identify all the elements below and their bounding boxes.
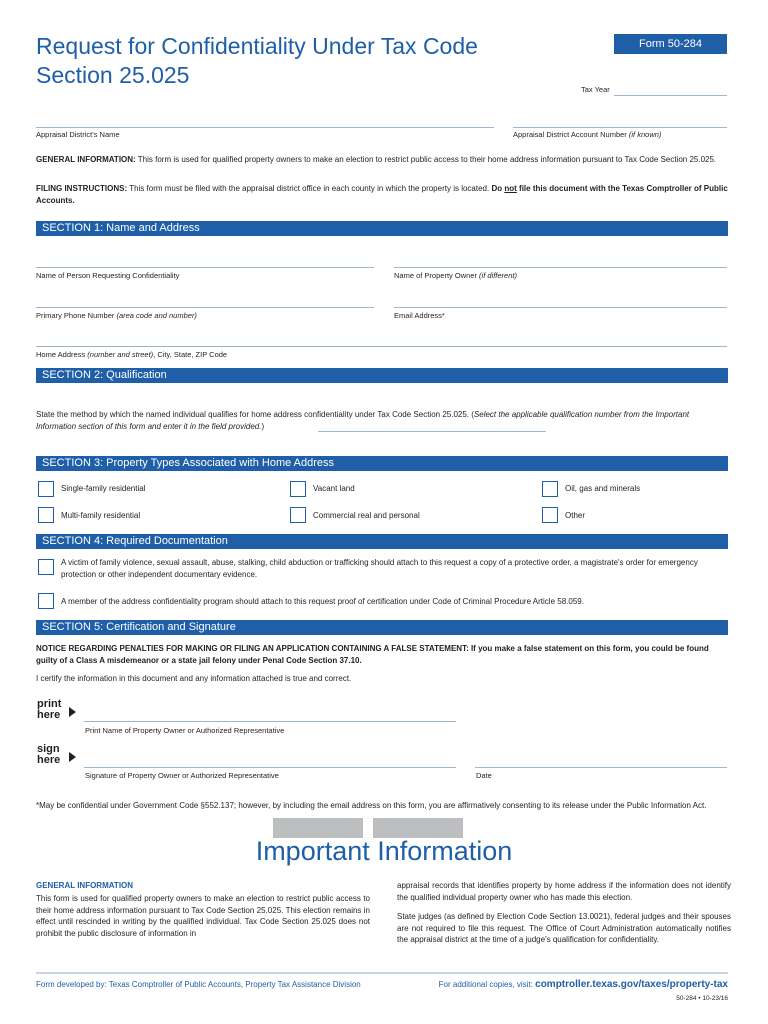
gray-action-button-1[interactable] [273, 818, 363, 838]
tax-year-label: Tax Year [581, 85, 610, 94]
footer-copies: For additional copies, visit: comptroller.texas.gov/taxes/property-tax [438, 979, 728, 990]
vacant-land-label: Vacant land [313, 484, 355, 493]
important-information-title: Important Information [255, 836, 513, 866]
owner-name-label: Name of Property Owner (if different) [394, 271, 517, 280]
sign-arrow-icon [69, 752, 76, 762]
sign-here-marker [37, 744, 60, 766]
signature-label: Signature of Property Owner or Authorized Representative [85, 771, 279, 780]
sign-here-word: here [37, 754, 61, 766]
appraisal-district-name-label: Appraisal District's Name [36, 130, 120, 139]
checkbox-victim-documentation[interactable] [38, 559, 54, 575]
important-left-text: This form is used for qualified property owners to make an election to restrict public access to their home address information pursuant to Tax Code Section 25.025. This election remains in effect until rescinded in writing by the qualified individual. Tax Code Section 25.025 does not prohibit the public disclosure of information in [36, 894, 370, 938]
section-5-heading: SECTION 5: Certification and Signature [36, 620, 728, 635]
email-field[interactable] [394, 307, 727, 308]
important-right-text-1: appraisal records that identifies property by home address if the information does not identify the qualified individual property owner who has made this election. [397, 881, 731, 902]
certification-statement: I certify the information in this document and any information attached is true and correct. [36, 674, 352, 683]
form-number-badge: Form 50-284 [614, 34, 727, 54]
footer-divider [36, 972, 728, 974]
date-field[interactable] [475, 767, 727, 768]
checkbox-commercial[interactable] [290, 507, 306, 523]
signature-field[interactable] [84, 767, 456, 768]
section-4-heading: SECTION 4: Required Documentation [36, 534, 728, 549]
owner-name-field[interactable] [394, 267, 727, 268]
appraisal-district-name-field[interactable] [36, 127, 494, 128]
single-family-label: Single-family residential [61, 484, 146, 493]
checkbox-other[interactable] [542, 507, 558, 523]
phone-label: Primary Phone Number (area code and number) [36, 311, 197, 320]
filing-instructions: FILING INSTRUCTIONS: This form must be filed with the appraisal district office in each county in which the property is located. Do not file this document with the Texas Comptroller of Public Accounts. [36, 184, 728, 205]
general-information: GENERAL INFORMATION: This form is used for qualified property owners to make an election to restrict public access to their home address information pursuant to Tax Code Section 25.025. [36, 155, 717, 164]
account-number-label: Appraisal District Account Number (if known) [513, 130, 662, 139]
requester-name-label: Name of Person Requesting Confidentiality [36, 271, 180, 280]
account-number-field[interactable] [513, 127, 727, 128]
checkbox-confidentiality-program[interactable] [38, 593, 54, 609]
requester-name-field[interactable] [36, 267, 374, 268]
footer-url-link[interactable]: comptroller.texas.gov/taxes/property-tax [535, 979, 728, 990]
print-here-marker [37, 699, 61, 721]
title-line-1: Request for Confidentiality Under Tax Code [36, 33, 478, 59]
print-arrow-icon [69, 707, 76, 717]
oil-gas-minerals-label: Oil, gas and minerals [565, 484, 641, 493]
email-label: Email Address* [394, 311, 445, 320]
qualification-instructions: State the method by which the named individual qualifies for home address confidentiality under Tax Code Section 25.025. (Select the applicable qualification number from the Important Information section of this form and enter it in the field provided.) [36, 410, 690, 431]
qualification-number-field[interactable] [318, 431, 546, 432]
multi-family-label: Multi-family residential [61, 511, 141, 520]
phone-field[interactable] [36, 307, 374, 308]
home-address-label: Home Address (number and street), City, State, ZIP Code [36, 350, 228, 359]
section-3-heading: SECTION 3: Property Types Associated with Home Address [36, 456, 728, 471]
checkbox-vacant-land[interactable] [290, 481, 306, 497]
commercial-label: Commercial real and personal [313, 511, 420, 520]
title-line-2: Section 25.025 [36, 62, 190, 88]
gray-action-button-2[interactable] [373, 818, 463, 838]
checkbox-single-family[interactable] [38, 481, 54, 497]
footer-form-code: 50-284 • 10-23/16 [676, 995, 728, 1002]
checkbox-multi-family[interactable] [38, 507, 54, 523]
section-2-heading: SECTION 2: Qualification [36, 368, 728, 383]
email-footnote: *May be confidential under Government Code §552.137; however, by including the email address on this form, you are affirmatively consenting to its release under the Public Information Act. [36, 801, 707, 810]
home-address-field[interactable] [36, 346, 727, 347]
section-1-heading: SECTION 1: Name and Address [36, 221, 728, 236]
penalty-notice: NOTICE REGARDING PENALTIES FOR MAKING OR FILING AN APPLICATION CONTAINING A FALSE STATEMENT: If you make a false statement on this form, you could be found guilty of a Class A misdemeanor or a state jail felony under Penal Code Section 37.10. [36, 644, 709, 665]
print-name-field[interactable] [84, 721, 456, 722]
checkbox-oil-gas-minerals[interactable] [542, 481, 558, 497]
date-label: Date [476, 771, 492, 780]
print-word: print [37, 698, 62, 710]
print-name-label: Print Name of Property Owner or Authorized Representative [85, 726, 285, 735]
footer-developer: Form developed by: Texas Comptroller of Public Accounts, Property Tax Assistance Division [36, 980, 361, 989]
tax-year-field[interactable] [614, 95, 727, 96]
other-label: Other [565, 511, 586, 520]
victim-documentation-text: A victim of family violence, sexual assault, abuse, stalking, child abduction or trafficking should attach to this request a copy of a protective order, a magistrate's order for emergency protection or other independent documentary evidence. [61, 558, 698, 579]
page-title [36, 32, 516, 90]
important-general-heading: GENERAL INFORMATION [36, 881, 134, 890]
confidentiality-program-text: A member of the address confidentiality program should attach to this request proof of certification under Code of Criminal Procedure Article 58.059. [61, 597, 584, 606]
print-here-word: here [37, 709, 61, 721]
sign-word: sign [37, 743, 60, 755]
important-right-text-2: State judges (as defined by Election Code Section 13.0021), federal judges and their spouses are not required to file this request. The Office of Court Administration automatically notifies the appraisal district at the time of a judge's qualification for confidentiality. [397, 912, 731, 944]
